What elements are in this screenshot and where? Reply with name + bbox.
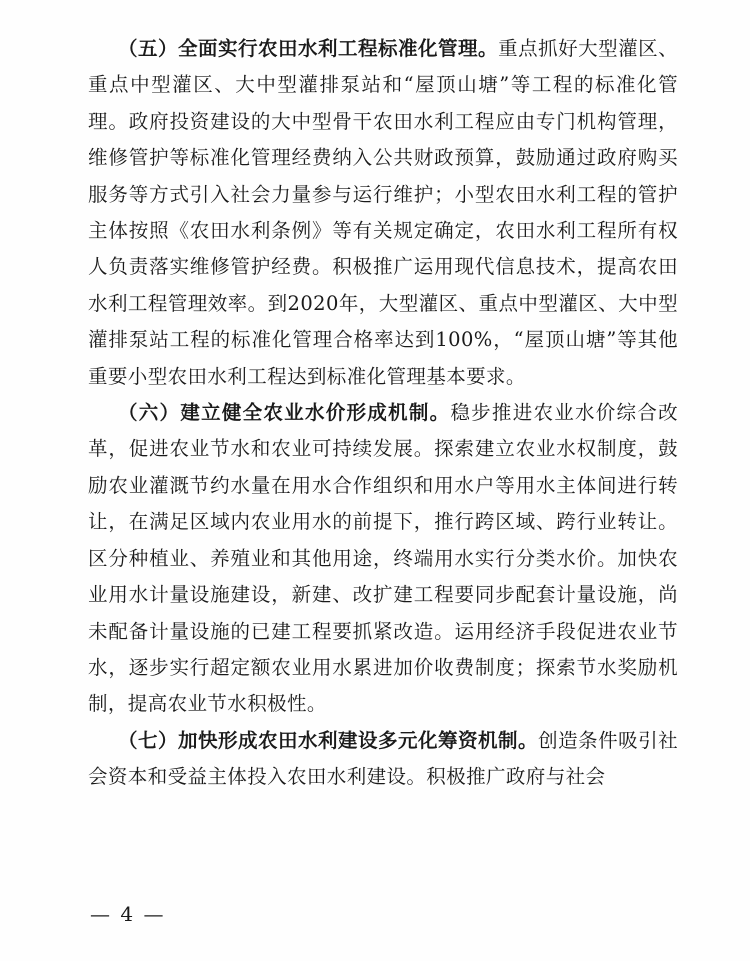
paragraph-section-5 [88,31,678,395]
paragraph-section-6 [88,395,678,723]
section-body-7: 创造条件吸引社会资本和受益主体投入农田水利建设。积极推广政府与社会 [88,728,678,789]
section-heading-7: （七）加快形成农田水利建设多元化筹资机制。 [118,728,539,752]
section-heading-5: （五）全面实行农田水利工程标准化管理。 [118,37,499,60]
section-body-5: 重点抓好大型灌区、重点中型灌区、大中型灌排泵站和“屋顶山塘”等工程的标准化管理。政府投资建设的大中型骨干农田水利工程应由专门机构管理，维修管护等标准化管理经费纳入公共财政预算，鼓励通过政府购买服务等方式引入社会力量参与运行维护；小型农田水利工程的管护主体按照《农田水利条例》等有关规定确定，农田水利工程所有权人负责落实维修管护经费。积极推广运用现代信息技术，提高农田水利工程管理效率。到2020年，大型灌区、重点中型灌区、大中型灌排泵站工程的标准化管理合格率达到100%，“屋顶山塘”等其他重要小型农田水利工程达到标准化管理基本要求。 [88,37,678,388]
section-heading-6: （六）建立健全农业水价形成机制。 [118,401,451,425]
document-body [88,31,678,796]
paragraph-section-7 [88,723,678,796]
section-body-6: 稳步推进农业水价综合改革，促进农业节水和农业可持续发展。探索建立农业水权制度，鼓励农业灌溉节约水量在用水合作组织和用水户等用水主体间进行转让，在满足区域内农业用水的前提下，推行跨区域、跨行业转让。区分种植业、养殖业和其他用途，终端用水实行分类水价。加快农业用水计量设施建设，新建、改扩建工程要同步配套计量设施，尚未配备计量设施的已建工程要抓紧改造。运用经济手段促进农业节水，逐步实行超定额农业用水累进加价收费制度；探索节水奖励机制，提高农业节水积极性。 [88,401,679,716]
page-number: — 4 — [90,902,166,926]
